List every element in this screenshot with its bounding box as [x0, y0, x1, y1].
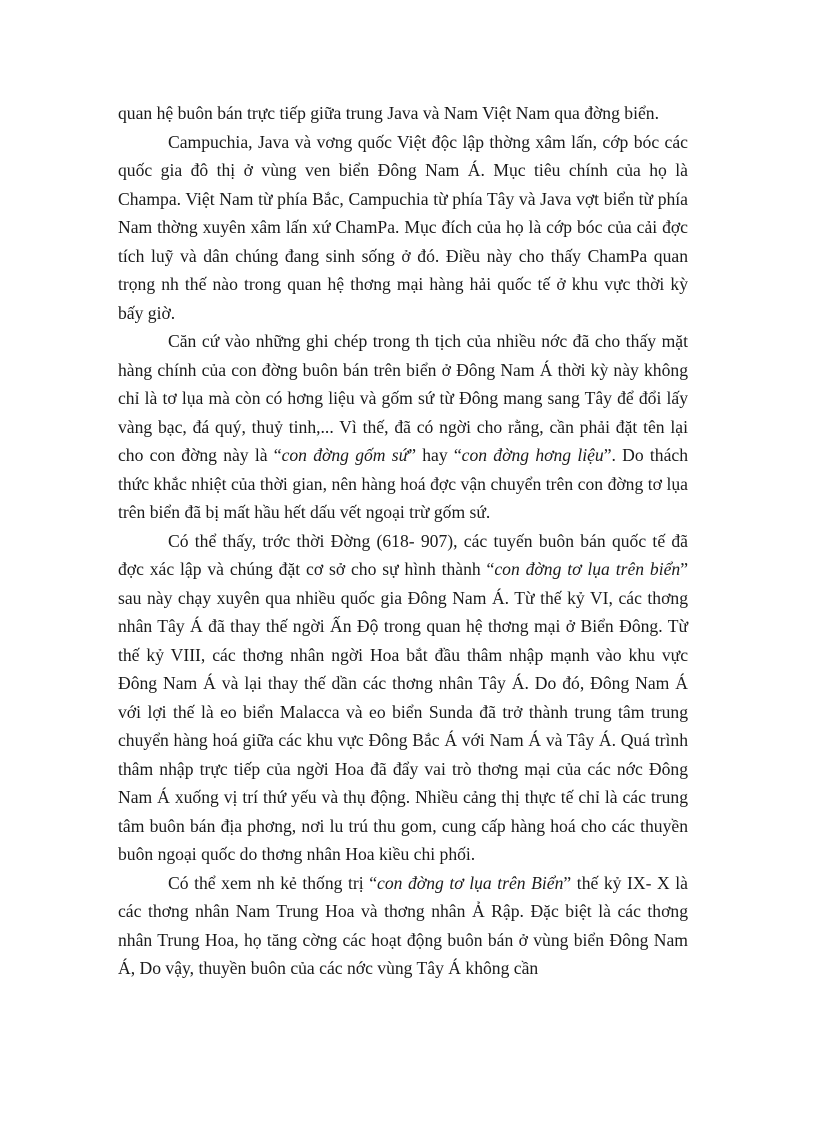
paragraph-5-italic: con đờng tơ lụa trên Biển [377, 872, 564, 893]
paragraph-2-text: Campuchia, Java và vơng quốc Việt độc lập thờng xâm lấn, cớp bóc các quốc gia đô thị ở vùng ven biển Đông Nam Á. Mục tiêu chính của họ là Champa. Việt Nam từ phía Bắc, Campuchia từ phía Tây và Java vợt biển từ phía Nam thờng xuyên xâm lấn xứ ChamPa. Mục đích của họ là cớp bóc của cải đợc tích luỹ và dân chúng đang sinh sống ở đó. Điều này cho thấy ChamPa quan trọng nh thế nào trong quan hệ thơng mại hàng hải quốc tế ở khu vực thời kỳ bấy giờ. [118, 131, 688, 323]
paragraph-5-text-a: Có thể xem nh kẻ thống trị “ [168, 872, 378, 893]
paragraph-2 [118, 128, 688, 328]
paragraph-4 [118, 527, 688, 869]
paragraph-1-text: quan hệ buôn bán trực tiếp giữa trung Java và Nam Việt Nam qua đờng biển. [118, 103, 659, 123]
paragraph-5 [118, 869, 688, 983]
paragraph-3-text-a: Căn cứ vào những ghi chép trong th tịch của nhiều nớc đã cho thấy mặt hàng chính của con đờng buôn bán trên biển ở Đông Nam Á thời kỳ này không chỉ là tơ lụa mà còn có hơng liệu và gốm sứ từ Đông mang sang Tây để đổi lấy vàng bạc, đá quý, thuỷ tinh,... Vì thế, đã có ngời cho rằng, cần phải đặt tên lại cho con đờng này là “ [118, 331, 688, 465]
paragraph-4-text-b: ” sau này chạy xuyên qua nhiều quốc gia Đông Nam Á. Từ thế kỷ VI, các thơng nhân Tây Á đã thay thế ngời Ấn Độ trong quan hệ thơng mại ở Biển Đông. Từ thế kỷ VIII, các thơng nhân ngời Hoa bắt đầu thâm nhập mạnh vào khu vực Đông Nam Á và lại thay thế dần các thơng nhân Tây Á. Do đó, Đông Nam Á với lợi thế là eo biển Malacca và eo biển Sunda đã trở thành trung tâm trung chuyển hàng hoá giữa các khu vực Đông Bắc Á với Nam Á và Tây Á. Quá trình thâm nhập trực tiếp của ngời Hoa đã đẩy vai trò thơng mại của các nớc Đông Nam Á xuống vị trí thứ yếu và thụ động. Nhiều cảng thị thực tế chỉ là các trung tâm buôn bán địa phơng, nơi lu trú thu gom, cung cấp hàng hoá cho các thuyền buôn ngoại quốc do thơng nhân Hoa kiều chi phối. [118, 559, 688, 864]
paragraph-3-text-b: ” hay “ [408, 445, 462, 465]
paragraph-4-italic: con đờng tơ lụa trên biển [494, 559, 681, 579]
paragraph-5-text-b: ” thế kỷ IX- X là các thơng nhân Nam Trung Hoa và thơng nhân Ả Rập. Đặc biệt là các thơng nhân Trung Hoa, họ tăng cờng các hoạt động buôn bán ở vùng biển Đông Nam Á, Do vậy, thuyền buôn của các nớc vùng Tây Á không cần [118, 872, 688, 978]
paragraph-3-italic-a: con đờng gốm sứ [281, 445, 409, 465]
paragraph-3-text-c: ”. Do thách thức khắc nhiệt của thời gian, nên hàng hoá đợc vận chuyển trên con đờng tơ lụa trên biển đã bị mất hầu hết dấu vết ngoại trừ gốm sứ. [118, 445, 688, 522]
paragraph-1 [118, 99, 688, 128]
paragraph-3 [118, 327, 688, 527]
paragraph-4-text-a: Có thể thấy, trớc thời Đờng (618- 907), các tuyến buôn bán quốc tế đã đợc xác lập và chúng đặt cơ sở cho sự hình thành “ [118, 530, 688, 579]
paragraph-3-italic-b: con đờng hơng liệu [461, 445, 604, 465]
